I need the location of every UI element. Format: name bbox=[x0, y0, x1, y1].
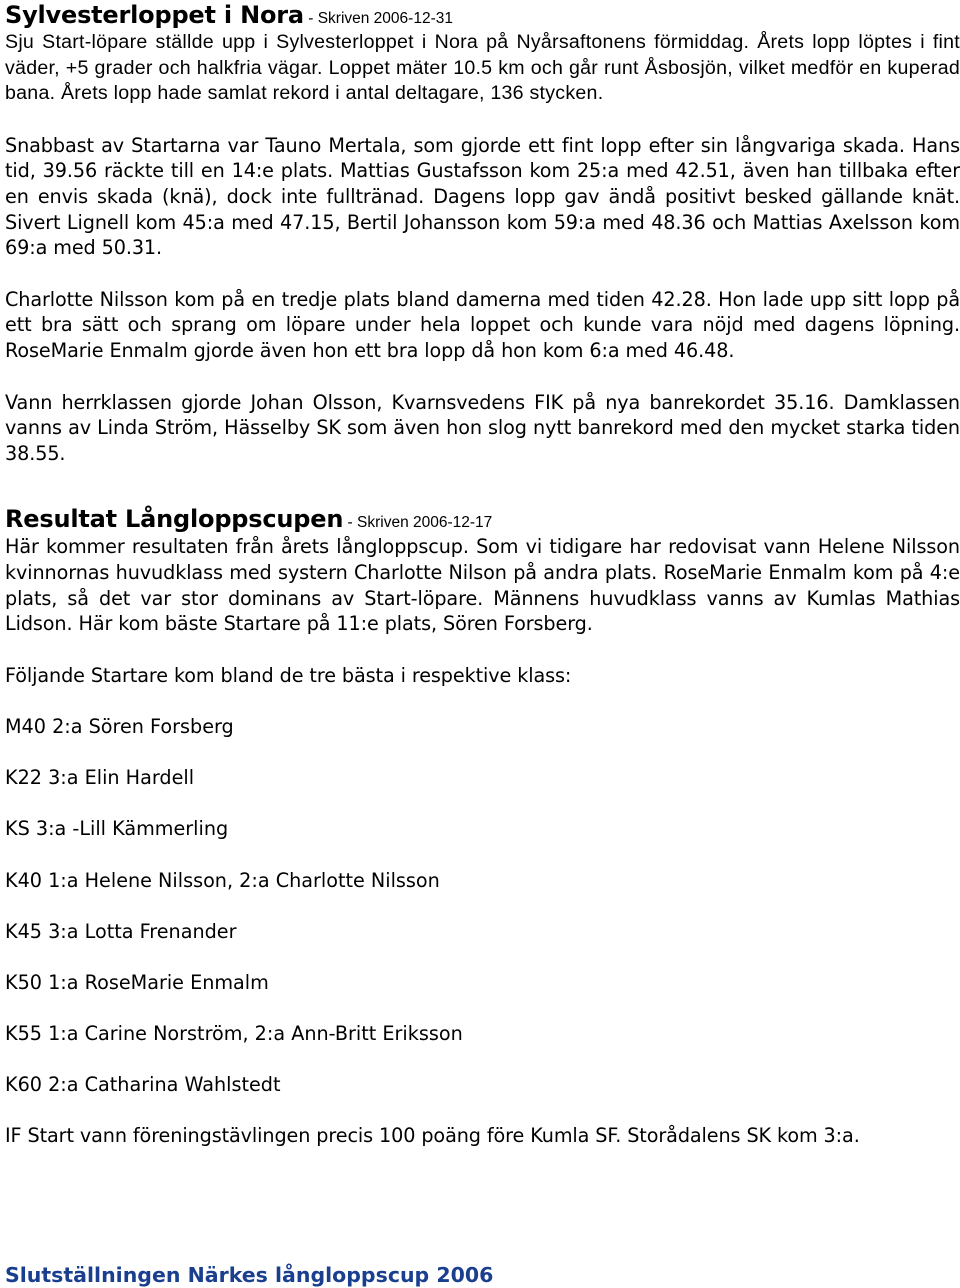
result-item: K40 1:a Helene Nilsson, 2:a Charlotte Nilsson bbox=[5, 868, 440, 892]
result-item: KS 3:a -Lill Kämmerling bbox=[5, 817, 229, 841]
article-paragraph: Charlotte Nilsson kom på en tredje plats bland damerna med tiden 42.28. Hon lade upp sitt lopp på ett bra sätt och sprang om löpare under hela loppet och kunde vara nöjd med dagens löpning. RoseMarie Enmalm gjorde även hon ett bra lopp då hon kom 6:a med 46.48. bbox=[5, 287, 960, 362]
result-item: M40 2:a Sören Forsberg bbox=[5, 715, 234, 739]
result-item: K60 2:a Catharina Wahlstedt bbox=[5, 1072, 281, 1096]
result-item: K45 3:a Lotta Frenander bbox=[5, 919, 237, 943]
bottom-section-heading: Slutställningen Närkes långloppscup 2006 bbox=[5, 1263, 494, 1287]
article-paragraph: Följande Startare kom bland de tre bästa i respektive klass: bbox=[5, 663, 572, 687]
article-title-text: Sylvesterloppet i Nora bbox=[5, 1, 304, 29]
article-title bbox=[5, 0, 960, 30]
article-paragraph: Snabbast av Startarna var Tauno Mertala, som gjorde ett fint lopp efter sin långvariga skada. Hans tid, 39.56 räckte till en 14:e plats. Mattias Gustafsson kom 25:a med 42.51, även han tillbaka efter en envis skada (knä), dock inte fulltränad. Dagens lopp gav ändå positivt besked gällande knät. Sivert Lignell kom 45:a med 47.15, Bertil Johansson kom 59:a med 48.36 och Mattias Axelsson kom 69:a med 50.31. bbox=[5, 133, 960, 260]
article-paragraph: Sju Start-löpare ställde upp i Sylvesterloppet i Nora på Nyårsaftonens förmiddag. Årets lopp löptes i fint väder, +5 grader och halkfria vägar. Loppet mäter 10.5 km och går runt Åsbosjön, vilket medför en kuperad bana. Årets lopp hade samlat rekord i antal deltagare, 136 stycken. bbox=[5, 31, 960, 105]
result-item: K50 1:a RoseMarie Enmalm bbox=[5, 970, 269, 994]
result-item: K22 3:a Elin Hardell bbox=[5, 766, 195, 790]
article-byline: - Skriven 2006-12-31 bbox=[303, 10, 453, 27]
article-title bbox=[5, 504, 960, 534]
section-spacer bbox=[5, 492, 960, 504]
article-paragraph: Här kommer resultaten från årets långloppscup. Som vi tidigare har redovisat vann Helene Nilsson kvinnornas huvudklass med systern Charlotte Nilson på andra plats. RoseMarie Enmalm kom på 4:e plats, så det var stor dominans av Start-löpare. Männens huvudklass vanns av Kumlas Mathias Lidson. Här kom bäste Startare på 11:e plats, Sören Forsberg. bbox=[5, 535, 960, 636]
results-list bbox=[5, 714, 960, 1097]
article-langloppscupen bbox=[5, 504, 960, 1148]
article-closing-paragraph: IF Start vann föreningstävlingen precis 100 poäng före Kumla SF. Storådalens SK kom 3:a. bbox=[5, 1124, 860, 1148]
article-title-text: Resultat Långloppscupen bbox=[5, 505, 344, 534]
article-paragraph: Vann herrklassen gjorde Johan Olsson, Kvarnsvedens FIK på nya banrekordet 35.16. Damklassen vanns av Linda Ström, Hässelby SK som även hon slog nytt banrekord med den mycket starka tiden 38.55. bbox=[5, 390, 960, 465]
article-sylvesterloppet bbox=[5, 0, 960, 466]
page bbox=[5, 0, 960, 1175]
result-item: K55 1:a Carine Norström, 2:a Ann-Britt Eriksson bbox=[5, 1021, 463, 1045]
article-byline: - Skriven 2006-12-17 bbox=[343, 514, 493, 532]
